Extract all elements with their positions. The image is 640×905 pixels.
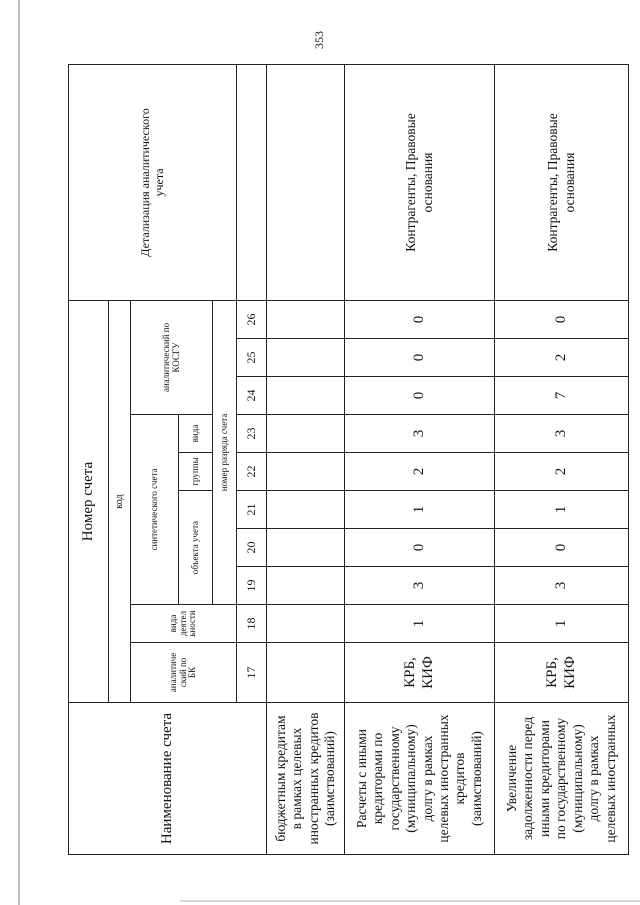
name-column-header: Наименование счета	[69, 703, 267, 855]
digit-value: 2	[345, 453, 495, 491]
code-header: код	[109, 301, 131, 703]
digit-value: 1	[345, 491, 495, 529]
digit-value	[267, 301, 345, 339]
column-number: 23	[237, 415, 267, 453]
digit-value	[267, 491, 345, 529]
synthetic-account-header: синтетического счета	[131, 415, 179, 605]
account-name: Увеличение задолженности перед иными кредиторами по государственному (муниципальному) долгу в рамках целевых иностранных	[495, 703, 629, 855]
table-row	[267, 65, 345, 855]
detail-number-cell	[237, 65, 267, 301]
digit-value: 0	[345, 377, 495, 415]
column-number: 21	[237, 491, 267, 529]
group-header: группы	[179, 453, 213, 491]
account-name: Расчеты с иными кредиторами по государственному (муниципальному) долгу в рамках целевых иностранных кредитов (заимствований)	[345, 703, 495, 855]
digit-value	[267, 415, 345, 453]
digit-value: 7	[495, 377, 629, 415]
analytic-detail	[267, 65, 345, 301]
rotated-table	[68, 65, 618, 855]
digit-value	[267, 377, 345, 415]
digit-value: 3	[345, 567, 495, 605]
table-row	[495, 65, 629, 855]
column-number: 22	[237, 453, 267, 491]
digit-value: 2	[495, 453, 629, 491]
table-row	[345, 65, 495, 855]
column-number: 26	[237, 301, 267, 339]
kind-header: вида	[179, 415, 213, 453]
column-number: 18	[237, 605, 267, 643]
digit-value	[267, 529, 345, 567]
digit-value: 1	[495, 605, 629, 643]
digit-value: 1	[495, 491, 629, 529]
analytic-detail: Контрагенты, Правовые основания	[345, 65, 495, 301]
digit-value: 3	[495, 415, 629, 453]
digit-value: 0	[345, 301, 495, 339]
digit-value: 0	[345, 339, 495, 377]
column-number: 25	[237, 339, 267, 377]
column-number: 19	[237, 567, 267, 605]
column-number: 24	[237, 377, 267, 415]
column-number: 17	[237, 643, 267, 703]
digit-number-header: номер разряда счета	[213, 301, 237, 605]
digit-value	[267, 567, 345, 605]
digit-value: 0	[495, 529, 629, 567]
analytic-code: КРБ, КИФ	[345, 643, 495, 703]
column-number: 20	[237, 529, 267, 567]
detail-column-header: Детализация аналитического учета	[69, 65, 237, 301]
digit-value: 0	[495, 301, 629, 339]
scan-bottom-edge	[180, 900, 640, 902]
analytic-kosgu-header: аналитический по КОСГУ	[131, 301, 213, 415]
analytic-detail: Контрагенты, Правовые основания	[495, 65, 629, 301]
analytic-bk-header: аналитиче ский по БК	[131, 643, 237, 703]
digit-value	[267, 453, 345, 491]
digit-value	[267, 605, 345, 643]
digit-value: 2	[495, 339, 629, 377]
digit-value: 3	[345, 415, 495, 453]
analytic-code	[267, 643, 345, 703]
analytic-code: КРБ, КИФ	[495, 643, 629, 703]
activity-type-header: вида деятел ьности	[131, 605, 237, 643]
account-name: бюджетным кредитам в рамках целевых иностранных кредитов (заимствований)	[267, 703, 345, 855]
account-table	[68, 64, 629, 855]
digit-value	[267, 339, 345, 377]
digit-value: 1	[345, 605, 495, 643]
accounting-object-header: объекта учета	[179, 491, 213, 605]
digit-value: 0	[345, 529, 495, 567]
account-number-header: Номер счета	[69, 301, 109, 703]
page-number: 353	[312, 31, 326, 49]
scan-left-edge	[18, 0, 20, 905]
digit-value: 3	[495, 567, 629, 605]
